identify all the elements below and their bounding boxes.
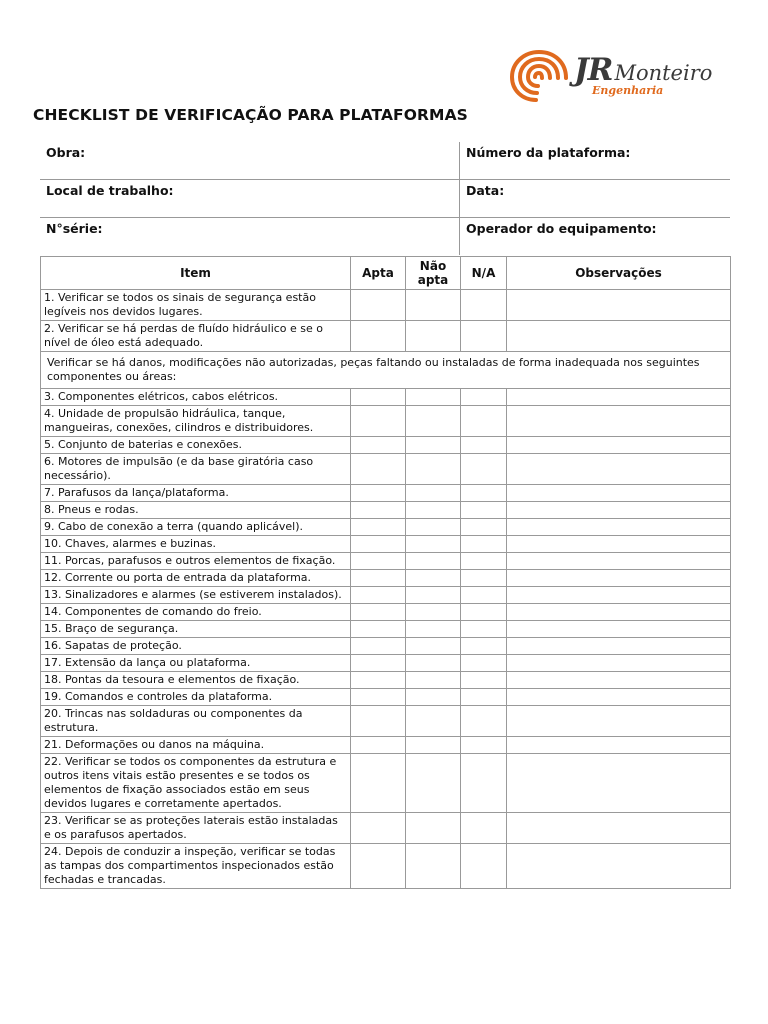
table-row	[41, 655, 731, 672]
nao-apta-cell[interactable]	[406, 519, 461, 536]
na-cell[interactable]	[461, 587, 507, 604]
nao-apta-cell[interactable]	[406, 672, 461, 689]
table-row	[41, 502, 731, 519]
apta-cell[interactable]	[351, 485, 406, 502]
observacoes-cell[interactable]	[507, 536, 731, 553]
header-row	[40, 180, 730, 218]
apta-cell[interactable]	[351, 604, 406, 621]
item-text: 21. Deformações ou danos na máquina.	[41, 737, 351, 754]
apta-cell[interactable]	[351, 536, 406, 553]
item-text: 18. Pontas da tesoura e elementos de fixação.	[41, 672, 351, 689]
col-header-apta: Apta	[351, 257, 406, 290]
company-logo	[508, 48, 738, 104]
item-text: 5. Conjunto de baterias e conexões.	[41, 437, 351, 454]
observacoes-cell[interactable]	[507, 813, 731, 844]
na-cell[interactable]	[461, 754, 507, 813]
nao-apta-cell[interactable]	[406, 321, 461, 352]
item-text: 15. Braço de segurança.	[41, 621, 351, 638]
nao-apta-cell[interactable]	[406, 655, 461, 672]
na-cell[interactable]	[461, 553, 507, 570]
item-text: 1. Verificar se todos os sinais de segurança estão legíveis nos devidos lugares.	[41, 290, 351, 321]
header-row	[40, 142, 730, 180]
na-cell[interactable]	[461, 813, 507, 844]
na-cell[interactable]	[461, 485, 507, 502]
apta-cell[interactable]	[351, 587, 406, 604]
apta-cell[interactable]	[351, 519, 406, 536]
note-row	[41, 352, 731, 389]
observacoes-cell[interactable]	[507, 502, 731, 519]
field-numero-serie[interactable]: N°série:	[40, 218, 460, 256]
table-row	[41, 621, 731, 638]
nao-apta-cell[interactable]	[406, 638, 461, 655]
apta-cell[interactable]	[351, 389, 406, 406]
nao-apta-cell[interactable]	[406, 587, 461, 604]
apta-cell[interactable]	[351, 706, 406, 737]
nao-apta-cell[interactable]	[406, 570, 461, 587]
na-cell[interactable]	[461, 672, 507, 689]
item-text: 12. Corrente ou porta de entrada da plataforma.	[41, 570, 351, 587]
nao-apta-cell[interactable]	[406, 406, 461, 437]
observacoes-cell[interactable]	[507, 689, 731, 706]
logo-name: Monteiro	[614, 61, 713, 85]
observacoes-cell[interactable]	[507, 437, 731, 454]
table-row	[41, 290, 731, 321]
nao-apta-cell[interactable]	[406, 437, 461, 454]
apta-cell[interactable]	[351, 844, 406, 889]
item-text: 20. Trincas nas soldaduras ou componentes da estrutura.	[41, 706, 351, 737]
table-row	[41, 454, 731, 485]
table-row	[41, 437, 731, 454]
apta-cell[interactable]	[351, 570, 406, 587]
apta-cell[interactable]	[351, 754, 406, 813]
table-row	[41, 689, 731, 706]
col-header-na: N/A	[461, 257, 507, 290]
item-text: 6. Motores de impulsão (e da base giratória caso necessário).	[41, 454, 351, 485]
item-text: 8. Pneus e rodas.	[41, 502, 351, 519]
item-text: 23. Verificar se as proteções laterais estão instaladas e os parafusos apertados.	[41, 813, 351, 844]
observacoes-cell[interactable]	[507, 655, 731, 672]
table-row	[41, 844, 731, 889]
nao-apta-cell[interactable]	[406, 737, 461, 754]
field-local-trabalho[interactable]: Local de trabalho:	[40, 180, 460, 218]
section-note: Verificar se há danos, modificações não autorizadas, peças faltando ou instaladas de forma inadequada nos seguintes componentes ou áreas:	[41, 352, 731, 389]
table-row	[41, 737, 731, 754]
apta-cell[interactable]	[351, 689, 406, 706]
apta-cell[interactable]	[351, 621, 406, 638]
observacoes-cell[interactable]	[507, 754, 731, 813]
na-cell[interactable]	[461, 689, 507, 706]
logo-tagline: Engenharia	[592, 84, 664, 97]
item-text: 11. Porcas, parafusos e outros elementos de fixação.	[41, 553, 351, 570]
table-row	[41, 321, 731, 352]
nao-apta-cell[interactable]	[406, 621, 461, 638]
apta-cell[interactable]	[351, 672, 406, 689]
na-cell[interactable]	[461, 536, 507, 553]
na-cell[interactable]	[461, 454, 507, 485]
nao-apta-cell[interactable]	[406, 689, 461, 706]
item-text: 4. Unidade de propulsão hidráulica, tanque, mangueiras, conexões, cilindros e distribuidores.	[41, 406, 351, 437]
item-text: 13. Sinalizadores e alarmes (se estiverem instalados).	[41, 587, 351, 604]
observacoes-cell[interactable]	[507, 737, 731, 754]
na-cell[interactable]	[461, 389, 507, 406]
apta-cell[interactable]	[351, 813, 406, 844]
table-row	[41, 570, 731, 587]
field-data[interactable]: Data:	[460, 180, 731, 218]
observacoes-cell[interactable]	[507, 553, 731, 570]
table-row	[41, 406, 731, 437]
table-row	[41, 813, 731, 844]
nao-apta-cell[interactable]	[406, 454, 461, 485]
nao-apta-cell[interactable]	[406, 389, 461, 406]
item-text: 14. Componentes de comando do freio.	[41, 604, 351, 621]
field-obra[interactable]: Obra:	[40, 142, 460, 180]
observacoes-cell[interactable]	[507, 406, 731, 437]
observacoes-cell[interactable]	[507, 519, 731, 536]
observacoes-cell[interactable]	[507, 706, 731, 737]
table-row	[41, 754, 731, 813]
col-header-nao-apta: Não apta	[406, 257, 461, 290]
field-numero-plataforma[interactable]: Número da plataforma:	[460, 142, 731, 180]
na-cell[interactable]	[461, 621, 507, 638]
observacoes-cell[interactable]	[507, 570, 731, 587]
table-row	[41, 553, 731, 570]
nao-apta-cell[interactable]	[406, 813, 461, 844]
item-text: 2. Verificar se há perdas de fluído hidráulico e se o nível de óleo está adequado.	[41, 321, 351, 352]
na-cell[interactable]	[461, 737, 507, 754]
observacoes-cell[interactable]	[507, 844, 731, 889]
na-cell[interactable]	[461, 706, 507, 737]
observacoes-cell[interactable]	[507, 290, 731, 321]
na-cell[interactable]	[461, 321, 507, 352]
page-title: CHECKLIST DE VERIFICAÇÃO PARA PLATAFORMAS	[33, 106, 468, 124]
spiral-logo-icon	[508, 48, 570, 104]
col-header-observacoes: Observações	[507, 257, 731, 290]
observacoes-cell[interactable]	[507, 672, 731, 689]
table-row	[41, 604, 731, 621]
item-text: 10. Chaves, alarmes e buzinas.	[41, 536, 351, 553]
nao-apta-cell[interactable]	[406, 604, 461, 621]
apta-cell[interactable]	[351, 655, 406, 672]
header-row	[40, 218, 730, 256]
na-cell[interactable]	[461, 655, 507, 672]
apta-cell[interactable]	[351, 454, 406, 485]
na-cell[interactable]	[461, 604, 507, 621]
apta-cell[interactable]	[351, 437, 406, 454]
table-row	[41, 672, 731, 689]
item-text: 22. Verificar se todos os componentes da estrutura e outros itens vitais estão presentes e se todos os elementos de fixação associados estão em seus devidos lugares e corretamente apertados.	[41, 754, 351, 813]
field-operador[interactable]: Operador do equipamento:	[466, 221, 657, 236]
nao-apta-cell[interactable]	[406, 536, 461, 553]
item-text: 16. Sapatas de proteção.	[41, 638, 351, 655]
nao-apta-cell[interactable]	[406, 485, 461, 502]
nao-apta-cell[interactable]	[406, 754, 461, 813]
observacoes-cell[interactable]	[507, 638, 731, 655]
col-header-item: Item	[41, 257, 351, 290]
apta-cell[interactable]	[351, 553, 406, 570]
observacoes-cell[interactable]	[507, 604, 731, 621]
observacoes-cell[interactable]	[507, 454, 731, 485]
item-text: 19. Comandos e controles da plataforma.	[41, 689, 351, 706]
na-cell[interactable]	[461, 638, 507, 655]
observacoes-cell[interactable]	[507, 621, 731, 638]
na-cell[interactable]	[461, 290, 507, 321]
checklist-table	[40, 256, 731, 889]
nao-apta-cell[interactable]	[406, 844, 461, 889]
table-header-row	[41, 257, 731, 290]
observacoes-cell[interactable]	[507, 485, 731, 502]
logo-wordmark	[574, 52, 712, 88]
table-row	[41, 706, 731, 737]
na-cell[interactable]	[461, 406, 507, 437]
observacoes-cell[interactable]	[507, 321, 731, 352]
nao-apta-cell[interactable]	[406, 502, 461, 519]
item-text: 7. Parafusos da lança/plataforma.	[41, 485, 351, 502]
apta-cell[interactable]	[351, 502, 406, 519]
header-fields	[40, 142, 730, 255]
table-row	[41, 519, 731, 536]
nao-apta-cell[interactable]	[406, 290, 461, 321]
table-row	[41, 485, 731, 502]
table-row	[41, 389, 731, 406]
table-row	[41, 536, 731, 553]
na-cell[interactable]	[461, 519, 507, 536]
item-text: 17. Extensão da lança ou plataforma.	[41, 655, 351, 672]
observacoes-cell[interactable]	[507, 389, 731, 406]
apta-cell[interactable]	[351, 737, 406, 754]
apta-cell[interactable]	[351, 638, 406, 655]
apta-cell[interactable]	[351, 321, 406, 352]
na-cell[interactable]	[461, 570, 507, 587]
apta-cell[interactable]	[351, 406, 406, 437]
observacoes-cell[interactable]	[507, 587, 731, 604]
apta-cell[interactable]	[351, 290, 406, 321]
table-row	[41, 638, 731, 655]
na-cell[interactable]	[461, 844, 507, 889]
nao-apta-cell[interactable]	[406, 553, 461, 570]
item-text: 9. Cabo de conexão a terra (quando aplicável).	[41, 519, 351, 536]
na-cell[interactable]	[461, 437, 507, 454]
item-text: 24. Depois de conduzir a inspeção, verificar se todas as tampas dos compartimentos inspecionados estão fechadas e trancadas.	[41, 844, 351, 889]
na-cell[interactable]	[461, 502, 507, 519]
logo-brand: JR	[574, 52, 613, 88]
nao-apta-cell[interactable]	[406, 706, 461, 737]
table-row	[41, 587, 731, 604]
item-text: 3. Componentes elétricos, cabos elétricos.	[41, 389, 351, 406]
